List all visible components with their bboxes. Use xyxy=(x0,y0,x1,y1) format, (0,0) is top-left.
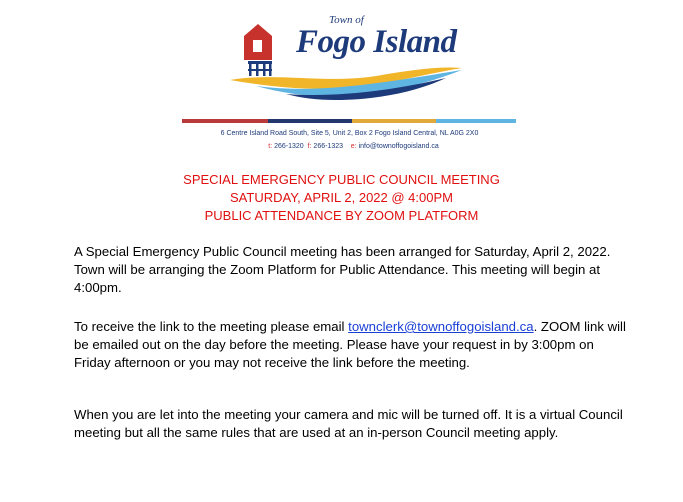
fax-number: 266-1323 xyxy=(313,143,344,150)
p2-before-text: To receive the link to the meeting please email xyxy=(74,319,349,334)
stripe-sky xyxy=(436,119,516,123)
contact-line xyxy=(12,143,683,150)
logo-town-of-text: Town of xyxy=(329,14,364,26)
brand-color-stripe xyxy=(182,119,516,123)
p2-after-text: . ZOOM link will be emailed out on the day before the meeting. Please have your request in by 3:00pm on Friday afternoon or you may not receive the link before the meeting. xyxy=(74,319,626,370)
address-line: 6 Centre Island Road South, Site 5, Unit 2, Box 2 Fogo Island Central, NL A0G 2X0 xyxy=(220,130,479,137)
tel-number: 266-1320 xyxy=(274,143,304,150)
stripe-yellow xyxy=(352,119,436,123)
paragraph-arrangement: A Special Emergency Public Council meeting has been arranged for Saturday, April 2, 2022. Town will be arranging the Zoom Platform for Public Attendance. This meeting will begin at 4:00pm. xyxy=(74,244,611,295)
stripe-red xyxy=(182,119,268,123)
stripe-navy xyxy=(268,119,352,123)
fax-key: f: xyxy=(307,143,312,150)
paragraph-link-request xyxy=(74,318,634,372)
logo-fogo-island-text: Fogo Island xyxy=(296,24,457,60)
contact-email: info@townoffogoisland.ca xyxy=(358,143,439,150)
email-key: e: xyxy=(350,143,357,150)
meeting-heading xyxy=(0,171,683,225)
heading-line-1: SPECIAL EMERGENCY PUBLIC COUNCIL MEETING xyxy=(183,172,500,187)
heading-line-3: PUBLIC ATTENDANCE BY ZOOM PLATFORM xyxy=(204,208,479,223)
paragraph-camera-mic: When you are let into the meeting your camera and mic will be turned off. It is a virtual Council meeting but all the same rules that are used at an in-person Council meeting apply. xyxy=(74,407,623,440)
heading-line-2: SATURDAY, APRIL 2, 2022 @ 4:00PM xyxy=(230,190,453,205)
tel-key: t: xyxy=(268,143,273,150)
town-logo xyxy=(226,14,476,100)
townclerk-email-link[interactable]: townclerk@townoffogoisland.ca xyxy=(348,319,534,334)
